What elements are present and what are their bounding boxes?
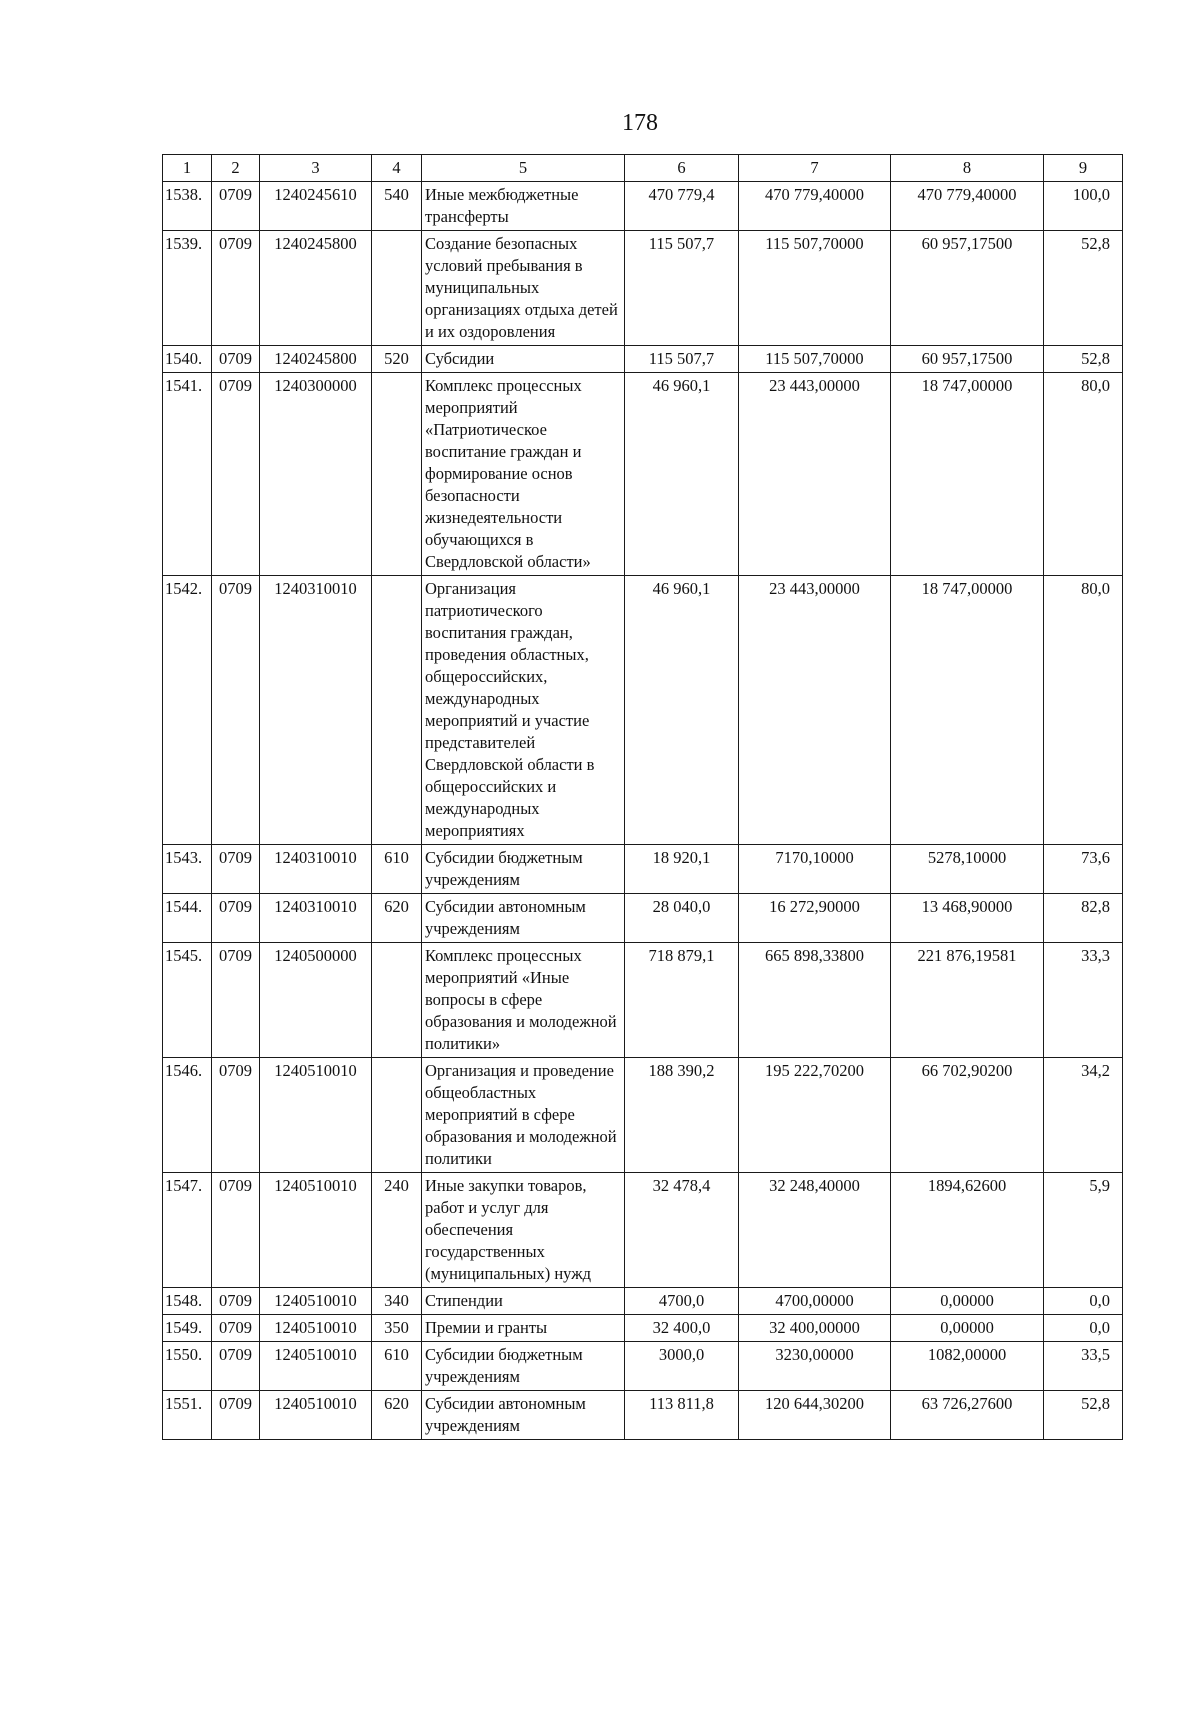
refined-amount: 32 400,00000 xyxy=(739,1315,891,1342)
row-number: 1542. xyxy=(163,576,212,845)
target-code: 1240510010 xyxy=(260,1288,372,1315)
column-header-2: 2 xyxy=(212,155,260,182)
item-name: Создание безопасных условий пребывания в муниципальных организациях отдыха детей и их оздоровления xyxy=(422,231,625,346)
table-row xyxy=(163,1173,1123,1288)
column-header-6: 6 xyxy=(625,155,739,182)
expense-type-code xyxy=(372,576,422,845)
target-code: 1240310010 xyxy=(260,845,372,894)
planned-amount: 113 811,8 xyxy=(625,1391,739,1440)
item-name: Организация патриотического воспитания граждан, проведения областных, общероссийских, международных мероприятий и участие представителей Свердловской области в общероссийских и международных мероприятиях xyxy=(422,576,625,845)
budget-table xyxy=(162,154,1123,1440)
refined-amount: 115 507,70000 xyxy=(739,346,891,373)
row-number: 1546. xyxy=(163,1058,212,1173)
row-number: 1543. xyxy=(163,845,212,894)
row-number: 1547. xyxy=(163,1173,212,1288)
item-name: Иные закупки товаров, работ и услуг для обеспечения государственных (муниципальных) нужд xyxy=(422,1173,625,1288)
expense-type-code xyxy=(372,943,422,1058)
executed-amount: 1082,00000 xyxy=(891,1342,1044,1391)
refined-amount: 665 898,33800 xyxy=(739,943,891,1058)
table-row xyxy=(163,576,1123,845)
expense-type-code xyxy=(372,231,422,346)
planned-amount: 115 507,7 xyxy=(625,231,739,346)
executed-amount: 66 702,90200 xyxy=(891,1058,1044,1173)
item-name: Организация и проведение общеобластных мероприятий в сфере образования и молодежной политики xyxy=(422,1058,625,1173)
section-code: 0709 xyxy=(212,1288,260,1315)
target-code: 1240510010 xyxy=(260,1058,372,1173)
section-code: 0709 xyxy=(212,1058,260,1173)
execution-percent: 52,8 xyxy=(1044,346,1123,373)
refined-amount: 195 222,70200 xyxy=(739,1058,891,1173)
execution-percent: 5,9 xyxy=(1044,1173,1123,1288)
table-row xyxy=(163,1342,1123,1391)
section-code: 0709 xyxy=(212,943,260,1058)
section-code: 0709 xyxy=(212,373,260,576)
executed-amount: 13 468,90000 xyxy=(891,894,1044,943)
executed-amount: 60 957,17500 xyxy=(891,346,1044,373)
planned-amount: 718 879,1 xyxy=(625,943,739,1058)
expense-type-code: 620 xyxy=(372,894,422,943)
section-code: 0709 xyxy=(212,894,260,943)
page-number: 178 xyxy=(622,110,658,136)
section-code: 0709 xyxy=(212,845,260,894)
section-code: 0709 xyxy=(212,182,260,231)
item-name: Субсидии бюджетным учреждениям xyxy=(422,845,625,894)
item-name: Комплекс процессных мероприятий «Патриотическое воспитание граждан и формирование основ безопасности жизнедеятельности обучающихся в Свердловской области» xyxy=(422,373,625,576)
executed-amount: 18 747,00000 xyxy=(891,576,1044,845)
expense-type-code: 340 xyxy=(372,1288,422,1315)
executed-amount: 18 747,00000 xyxy=(891,373,1044,576)
refined-amount: 7170,10000 xyxy=(739,845,891,894)
column-header-3: 3 xyxy=(260,155,372,182)
row-number: 1551. xyxy=(163,1391,212,1440)
item-name: Комплекс процессных мероприятий «Иные вопросы в сфере образования и молодежной политики» xyxy=(422,943,625,1058)
target-code: 1240245800 xyxy=(260,231,372,346)
execution-percent: 0,0 xyxy=(1044,1288,1123,1315)
row-number: 1550. xyxy=(163,1342,212,1391)
table-row xyxy=(163,1058,1123,1173)
planned-amount: 46 960,1 xyxy=(625,373,739,576)
refined-amount: 120 644,30200 xyxy=(739,1391,891,1440)
expense-type-code: 610 xyxy=(372,845,422,894)
column-header-1: 1 xyxy=(163,155,212,182)
row-number: 1544. xyxy=(163,894,212,943)
row-number: 1541. xyxy=(163,373,212,576)
execution-percent: 33,3 xyxy=(1044,943,1123,1058)
table-row xyxy=(163,346,1123,373)
refined-amount: 3230,00000 xyxy=(739,1342,891,1391)
refined-amount: 32 248,40000 xyxy=(739,1173,891,1288)
planned-amount: 18 920,1 xyxy=(625,845,739,894)
executed-amount: 470 779,40000 xyxy=(891,182,1044,231)
executed-amount: 1894,62600 xyxy=(891,1173,1044,1288)
refined-amount: 470 779,40000 xyxy=(739,182,891,231)
item-name: Субсидии xyxy=(422,346,625,373)
row-number: 1548. xyxy=(163,1288,212,1315)
planned-amount: 4700,0 xyxy=(625,1288,739,1315)
expense-type-code xyxy=(372,1058,422,1173)
table-row xyxy=(163,182,1123,231)
refined-amount: 23 443,00000 xyxy=(739,576,891,845)
execution-percent: 52,8 xyxy=(1044,231,1123,346)
expense-type-code: 620 xyxy=(372,1391,422,1440)
table-header xyxy=(163,155,1123,182)
execution-percent: 80,0 xyxy=(1044,373,1123,576)
item-name: Стипендии xyxy=(422,1288,625,1315)
planned-amount: 32 478,4 xyxy=(625,1173,739,1288)
target-code: 1240510010 xyxy=(260,1173,372,1288)
item-name: Субсидии автономным учреждениям xyxy=(422,1391,625,1440)
planned-amount: 46 960,1 xyxy=(625,576,739,845)
section-code: 0709 xyxy=(212,1391,260,1440)
execution-percent: 33,5 xyxy=(1044,1342,1123,1391)
expense-type-code: 520 xyxy=(372,346,422,373)
expense-type-code: 240 xyxy=(372,1173,422,1288)
planned-amount: 28 040,0 xyxy=(625,894,739,943)
table-row xyxy=(163,943,1123,1058)
table-row xyxy=(163,1288,1123,1315)
target-code: 1240300000 xyxy=(260,373,372,576)
execution-percent: 82,8 xyxy=(1044,894,1123,943)
execution-percent: 80,0 xyxy=(1044,576,1123,845)
column-header-9: 9 xyxy=(1044,155,1123,182)
executed-amount: 0,00000 xyxy=(891,1288,1044,1315)
target-code: 1240310010 xyxy=(260,894,372,943)
refined-amount: 23 443,00000 xyxy=(739,373,891,576)
table-body xyxy=(163,182,1123,1440)
target-code: 1240510010 xyxy=(260,1342,372,1391)
section-code: 0709 xyxy=(212,1342,260,1391)
target-code: 1240310010 xyxy=(260,576,372,845)
section-code: 0709 xyxy=(212,231,260,346)
table-row xyxy=(163,845,1123,894)
execution-percent: 100,0 xyxy=(1044,182,1123,231)
execution-percent: 0,0 xyxy=(1044,1315,1123,1342)
target-code: 1240500000 xyxy=(260,943,372,1058)
item-name: Субсидии автономным учреждениям xyxy=(422,894,625,943)
executed-amount: 0,00000 xyxy=(891,1315,1044,1342)
target-code: 1240245800 xyxy=(260,346,372,373)
item-name: Премии и гранты xyxy=(422,1315,625,1342)
header-row xyxy=(163,155,1123,182)
expense-type-code: 540 xyxy=(372,182,422,231)
expense-type-code: 350 xyxy=(372,1315,422,1342)
column-header-4: 4 xyxy=(372,155,422,182)
planned-amount: 188 390,2 xyxy=(625,1058,739,1173)
executed-amount: 5278,10000 xyxy=(891,845,1044,894)
execution-percent: 34,2 xyxy=(1044,1058,1123,1173)
row-number: 1549. xyxy=(163,1315,212,1342)
row-number: 1538. xyxy=(163,182,212,231)
item-name: Субсидии бюджетным учреждениям xyxy=(422,1342,625,1391)
execution-percent: 73,6 xyxy=(1044,845,1123,894)
target-code: 1240245610 xyxy=(260,182,372,231)
table-row xyxy=(163,231,1123,346)
execution-percent: 52,8 xyxy=(1044,1391,1123,1440)
table-row xyxy=(163,894,1123,943)
column-header-8: 8 xyxy=(891,155,1044,182)
expense-type-code: 610 xyxy=(372,1342,422,1391)
section-code: 0709 xyxy=(212,346,260,373)
row-number: 1539. xyxy=(163,231,212,346)
column-header-5: 5 xyxy=(422,155,625,182)
refined-amount: 115 507,70000 xyxy=(739,231,891,346)
executed-amount: 221 876,19581 xyxy=(891,943,1044,1058)
item-name: Иные межбюджетные трансферты xyxy=(422,182,625,231)
row-number: 1540. xyxy=(163,346,212,373)
section-code: 0709 xyxy=(212,1173,260,1288)
section-code: 0709 xyxy=(212,1315,260,1342)
planned-amount: 115 507,7 xyxy=(625,346,739,373)
expense-type-code xyxy=(372,373,422,576)
table-row xyxy=(163,1391,1123,1440)
section-code: 0709 xyxy=(212,576,260,845)
refined-amount: 4700,00000 xyxy=(739,1288,891,1315)
executed-amount: 63 726,27600 xyxy=(891,1391,1044,1440)
table-row xyxy=(163,1315,1123,1342)
column-header-7: 7 xyxy=(739,155,891,182)
table-row xyxy=(163,373,1123,576)
planned-amount: 32 400,0 xyxy=(625,1315,739,1342)
refined-amount: 16 272,90000 xyxy=(739,894,891,943)
planned-amount: 3000,0 xyxy=(625,1342,739,1391)
row-number: 1545. xyxy=(163,943,212,1058)
executed-amount: 60 957,17500 xyxy=(891,231,1044,346)
target-code: 1240510010 xyxy=(260,1315,372,1342)
target-code: 1240510010 xyxy=(260,1391,372,1440)
planned-amount: 470 779,4 xyxy=(625,182,739,231)
